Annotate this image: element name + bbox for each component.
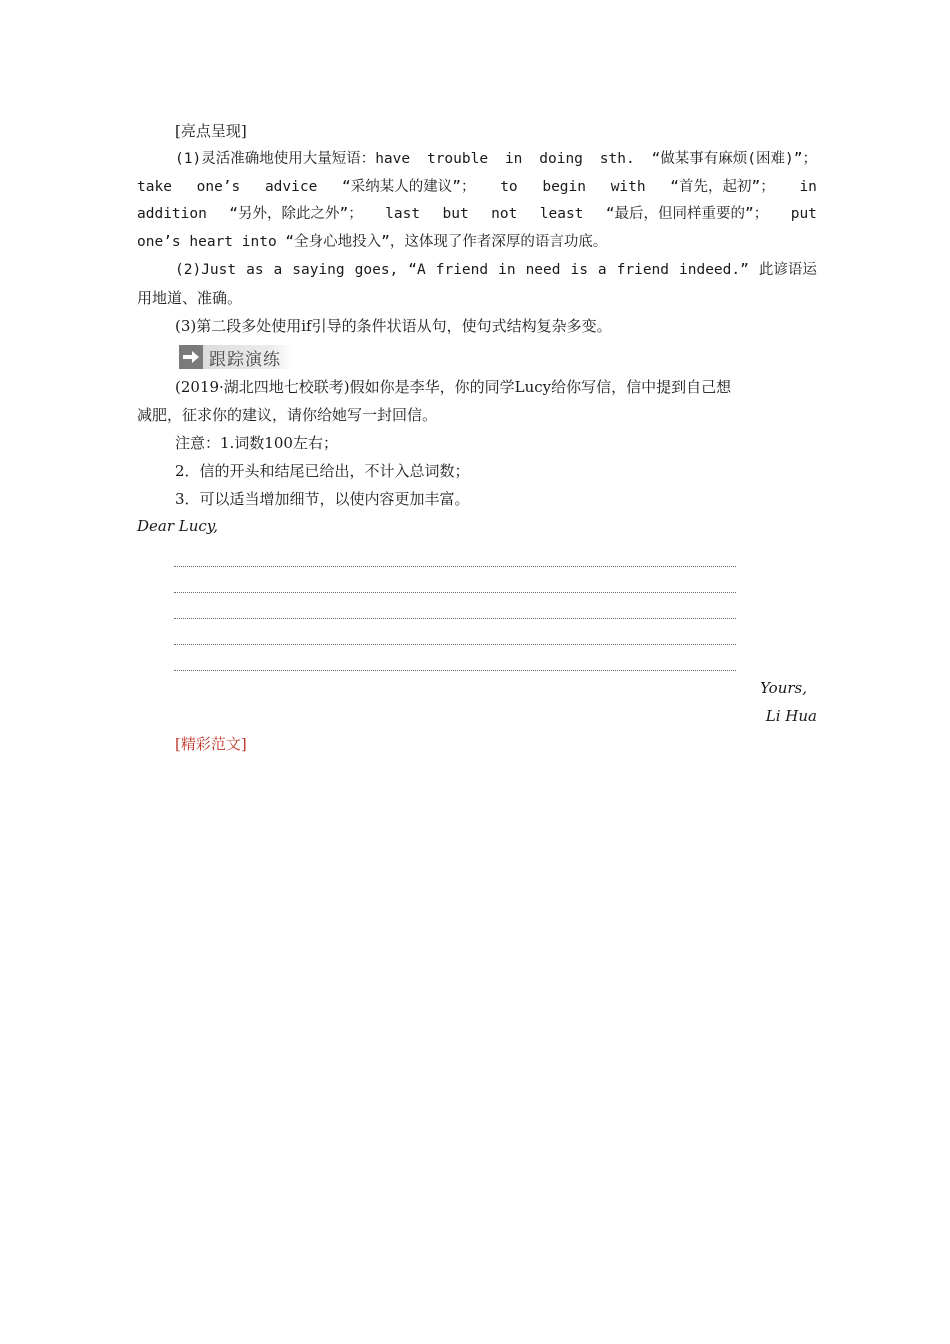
word: “最后，但同样重要的”； xyxy=(605,206,769,223)
word: friend xyxy=(616,261,670,278)
word: “做某事有麻烦(困难)”； xyxy=(651,150,817,167)
task-note1: 注意：1.词数100左右； xyxy=(175,433,338,452)
highlight-p2-line2: 用地道、准确。 xyxy=(137,288,243,307)
writing-line[interactable] xyxy=(174,541,736,567)
word: in xyxy=(799,178,817,195)
writing-area[interactable] xyxy=(174,541,736,671)
task-note3: 3．可以适当增加细节，以使内容更加丰富。 xyxy=(175,489,470,508)
word: friend xyxy=(435,261,489,278)
document-page xyxy=(137,118,817,759)
arrow-right-icon xyxy=(179,345,203,369)
word: put xyxy=(790,206,817,223)
section-header xyxy=(137,340,817,374)
word: in xyxy=(504,150,523,167)
word: “另外，除此之外”； xyxy=(229,206,363,223)
word: indeed.” xyxy=(679,261,749,278)
highlight-p3: (3)第二段多处使用if引导的条件状语从句，使句式结构复杂多变。 xyxy=(175,316,612,335)
word: to xyxy=(500,178,518,195)
word: goes, xyxy=(354,261,399,278)
word: doing xyxy=(539,150,583,167)
task-line2: 减肥，征求你的建议，请你给她写一封回信。 xyxy=(137,406,438,425)
writing-line[interactable] xyxy=(174,645,736,671)
word: addition xyxy=(137,206,207,223)
word: a xyxy=(273,261,283,278)
highlight-p1-line2 xyxy=(137,174,817,202)
word: as xyxy=(246,261,264,278)
word: but xyxy=(442,206,469,223)
section-badge xyxy=(179,345,293,369)
word: least xyxy=(539,206,584,223)
word: trouble xyxy=(426,150,489,167)
word: saying xyxy=(292,261,345,278)
word: (1)灵活准确地使用大量短语：have xyxy=(175,150,411,167)
highlight-p1-line4: one’s heart into “全身心地投入”，这体现了作者深厚的语言功底。 xyxy=(137,234,608,251)
word: is xyxy=(570,261,588,278)
highlight-heading: [亮点呈现] xyxy=(175,122,247,140)
task-line1: (2019·湖北四地七校联考)假如你是李华，你的同学Lucy给你写信，信中提到自己想 xyxy=(175,378,732,397)
letter-closing: Yours, xyxy=(760,679,807,698)
word: last xyxy=(385,206,421,223)
word: “采纳某人的建议”； xyxy=(342,178,476,195)
word: sth. xyxy=(599,150,635,167)
word: take xyxy=(137,178,172,195)
section-title: 跟踪演练 xyxy=(209,349,281,370)
highlight-p1-line3 xyxy=(137,201,817,229)
word: need xyxy=(525,261,561,278)
word: advice xyxy=(264,178,318,195)
word: a xyxy=(597,261,607,278)
writing-line[interactable] xyxy=(174,619,736,645)
letter-signature: Li Hua xyxy=(765,706,817,725)
highlight-p2-line1 xyxy=(137,257,817,285)
task-note2: 2．信的开头和结尾已给出，不计入总词数； xyxy=(175,461,470,480)
writing-line[interactable] xyxy=(174,593,736,619)
word: with xyxy=(610,178,646,195)
word: 此谚语运 xyxy=(758,261,817,278)
highlight-p1-line1 xyxy=(137,146,817,174)
letter-greeting: Dear Lucy, xyxy=(137,517,219,536)
word: in xyxy=(498,261,516,278)
word: (2)Just xyxy=(175,261,237,278)
word: one’s xyxy=(196,178,241,195)
word: begin xyxy=(542,178,586,195)
word: “A xyxy=(408,261,426,278)
word: not xyxy=(491,206,518,223)
writing-line[interactable] xyxy=(174,567,736,593)
sample-heading: [精彩范文] xyxy=(175,734,247,753)
word: “首先，起初”； xyxy=(670,178,775,195)
